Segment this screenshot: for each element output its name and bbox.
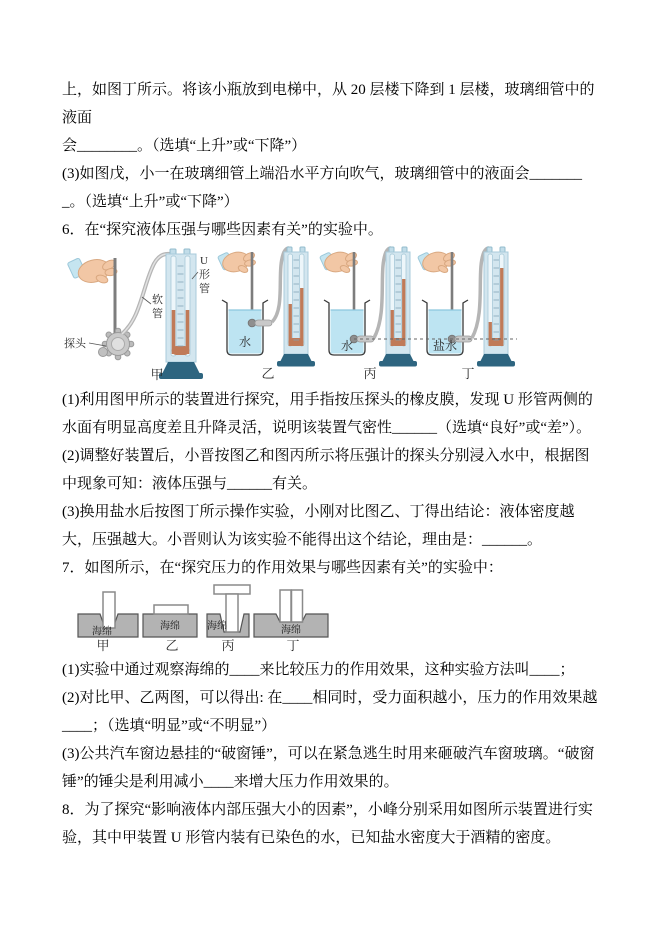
sponge-setup-bing [207, 585, 250, 653]
question7-part2-text: (2)对比甲、乙两图，可以得出: 在____相同时，受力面积越小，压力的作用效果越____；（选填“明显”或“不明显”） [62, 690, 598, 734]
question5-continuation-text: 上，如图丁所示。将该小瓶放到电梯中，从 20 层楼下降到 1 层楼，玻璃细管中的液面 [62, 82, 595, 126]
question5-blank-line: 会________。（选填“上升”或“下降”） [62, 138, 307, 154]
gauge-liquid-right [500, 268, 503, 346]
sponge-label: 海绵 [281, 625, 301, 636]
hand-icon [218, 249, 256, 274]
gauge-stand-base [379, 361, 417, 367]
sponge-label: 海绵 [207, 621, 227, 632]
question7-part3-text: (3)公共汽车窗边悬挂的“破窗锤”，可以在紧急逃生时用来砸破汽车窗玻璃。“破窗锤”的锤尖是利用减小____来增大压力作用效果的。 [62, 746, 595, 790]
probe-bar [255, 320, 272, 326]
setup-yi [218, 247, 315, 381]
gauge-liquid-right [300, 288, 303, 346]
question6-part3-text: (3)换用盐水后按图丁所示操作实验，小刚对比图乙、丁得出结论：液体密度越大，压强越大。小晋则认为该实验不能得出这个结论，理由是：______。 [62, 504, 575, 548]
sponge-label: 海绵 [92, 626, 112, 638]
question7-part1-text: (1)实验中通过观察海绵的____来比较压力的作用效果，这种实验方法叫____； [62, 662, 575, 678]
question6-intro-text: 6．在“探究液体压强与哪些因素有关”的实验中。 [62, 222, 383, 238]
gauge-liquid-bend [289, 338, 304, 346]
block-weight-right [292, 590, 303, 622]
gauge-liquid-right [402, 279, 405, 346]
setup-ding [418, 247, 515, 381]
gauge-stand-base [277, 361, 315, 367]
hand-icon [320, 249, 358, 274]
gauge-stand [480, 354, 512, 362]
question5-part3-text: (3)如图戊，小一在玻璃细管上端沿水平方向吹气，玻璃细管中的液面会________。（选填“上升”或“下降”） [62, 166, 582, 210]
u-tube-gauge-jia [159, 249, 203, 379]
caption-yi: 乙 [261, 366, 275, 381]
probe-icon [99, 328, 134, 360]
worksheet-content [62, 76, 603, 852]
hand-icon [67, 256, 117, 286]
gauge-stand-base [477, 361, 515, 367]
block-weight [154, 605, 188, 614]
hand-icon [418, 249, 456, 274]
gauge-stand [280, 354, 312, 362]
caption-bing: 丙 [363, 366, 377, 381]
sponge-caption-ding: 丁 [286, 638, 300, 653]
setup-jia [64, 249, 210, 382]
beaker-label-saltwater: 盐水 [432, 339, 458, 353]
beaker-label-water: 水 [340, 339, 354, 353]
caption-ding: 丁 [461, 366, 475, 381]
question6-part1-text: (1)利用图甲所示的装置进行探究，用手指按压探头的橡皮膜，发现 U 形管两侧的水面有明显高度差且升降灵活，说明该装置气密性______（选填“良好”或“差”）。 [62, 392, 593, 436]
utube-label-char2: 形 [199, 269, 210, 281]
beaker-label-water: 水 [238, 335, 252, 349]
utube-label-char3: 管 [199, 283, 210, 295]
setup-bing [320, 247, 417, 381]
sponge-label: 海绵 [160, 621, 180, 632]
gauge-stand [382, 354, 414, 362]
hose-label-char2: 管 [152, 308, 163, 320]
sponge-caption-yi: 乙 [165, 638, 179, 653]
caption-jia: 甲 [150, 367, 164, 382]
question7-intro-text: 7．如图所示，在“探究压力的作用效果与哪些因素有关”的实验中： [62, 560, 503, 576]
probe-label: 探头 [64, 338, 86, 350]
block-weight-left [280, 590, 291, 622]
figure-pressure-gauge-experiment [62, 246, 603, 384]
figure-sponge-experiment [62, 584, 603, 654]
sponge-caption-bing: 丙 [221, 638, 235, 653]
sponge-caption-jia: 甲 [96, 638, 110, 653]
gauge-stand [162, 362, 200, 374]
gauge-liquid-bend [172, 346, 190, 355]
probe-bar [357, 336, 374, 342]
sponge-setup-ding [254, 590, 328, 653]
gauge-liquid-bend [489, 338, 504, 346]
hose-label-char1: 软 [152, 294, 163, 306]
block-weight [103, 592, 115, 628]
block-weight-top [214, 585, 250, 594]
sponge-setup-yi [143, 605, 197, 653]
question6-part2-text: (2)调整好装置后，小晋按图乙和图丙所示将压强计的探头分别浸入水中，根据图中现象可知：液体压强与______有关。 [62, 448, 590, 492]
gauge-stand-base [159, 373, 203, 379]
question8-intro-text: 8．为了探究“影响液体内部压强大小的因素”，小峰分别采用如图所示装置进行实验，其中甲装置 U 形管内装有已染色的水，已知盐水密度大于酒精的密度。 [62, 802, 593, 846]
block-weight-column [226, 594, 238, 632]
utube-label-char1: U [200, 255, 208, 267]
hose-pointer-line [142, 297, 151, 304]
sponge-setup-jia [78, 592, 138, 653]
